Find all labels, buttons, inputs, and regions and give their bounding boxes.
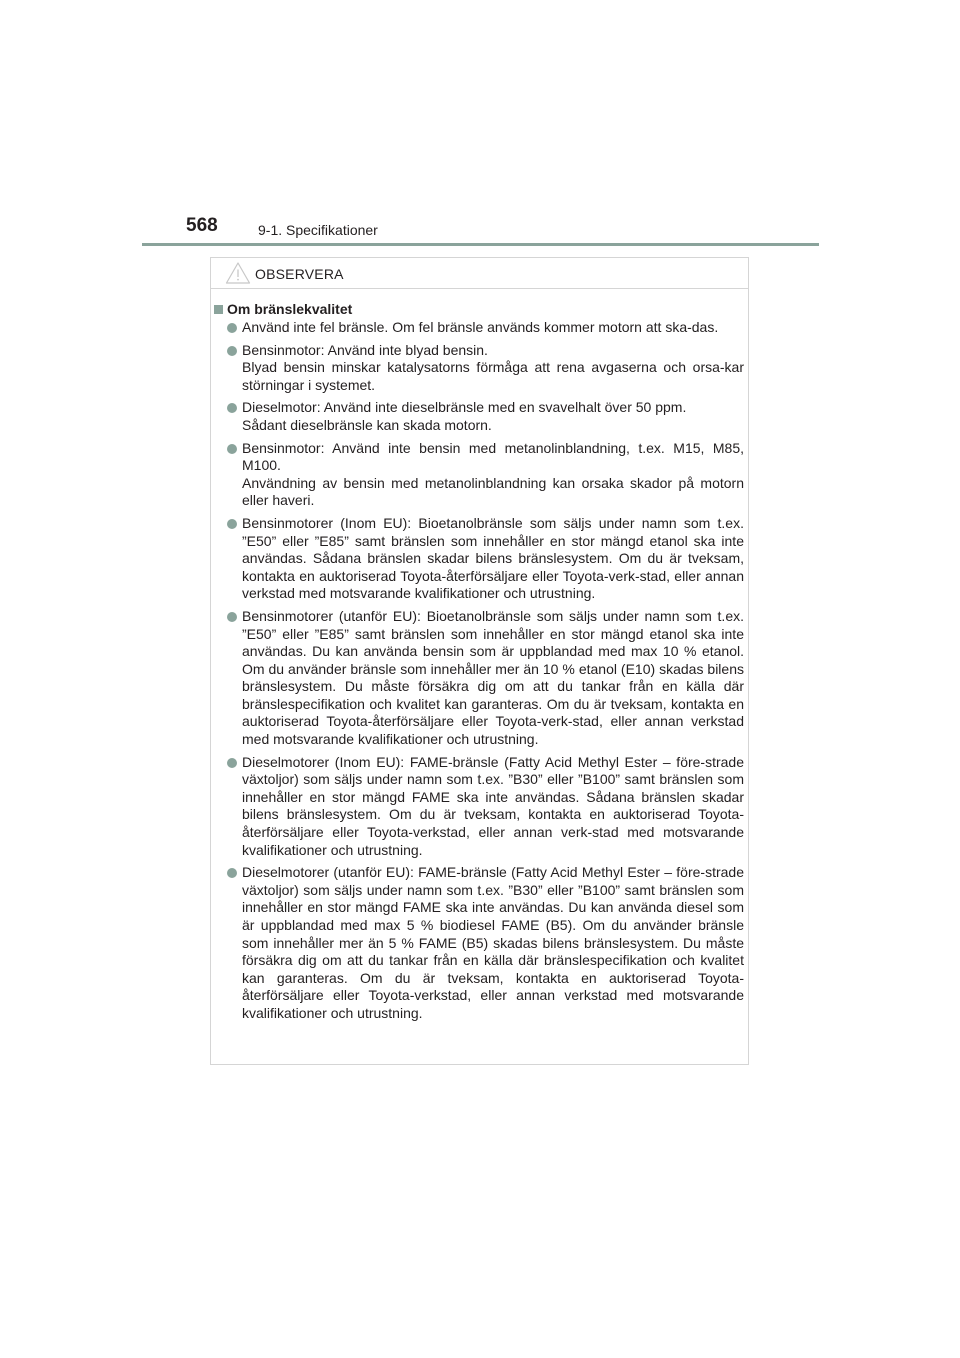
bullet-icon (227, 403, 237, 413)
list-item-text: Använd inte fel bränsle. Om fel bränsle används kommer motorn att ska-das. (242, 319, 719, 335)
list-item-text: Användning av bensin med metanolinblandning kan orsaka skador på motorn eller haveri. (242, 474, 744, 509)
header-divider (142, 243, 819, 246)
bullet-icon (227, 612, 237, 622)
bullet-icon (227, 758, 237, 768)
list-item (214, 399, 744, 434)
notice-body (214, 300, 744, 1028)
list-item-text: Bensinmotorer (Inom EU): Bioetanolbränsle som säljs under namn som t.ex. ”E50” eller ”E85” samt bränslen som innehåller en stor mängd etanol ska inte användas. Sådana bränslen skadar bilens bränslesystem. Om du är tveksam, kontakta en auktoriserad Toyota-återförsäljare eller Toyota-verk-stad, eller annan verkstad med motsvarande kvalifikationer och utrustning. (242, 514, 744, 602)
list-item (214, 319, 744, 337)
list-item-text: Bensinmotor: Använd inte bensin med metanolinblandning, t.ex. M15, M85, M100. (242, 439, 744, 474)
list-item-text: Bensinmotor: Använd inte blyad bensin. (242, 341, 488, 358)
list-item (214, 342, 744, 395)
list-item (214, 754, 744, 860)
section-title: 9-1. Specifikationer (258, 222, 378, 238)
notice-heading (214, 300, 744, 318)
notice-header (211, 258, 748, 289)
square-bullet-icon (214, 305, 223, 314)
notice-title: OBSERVERA (255, 266, 344, 282)
list-item-text: Dieselmotorer (Inom EU): FAME-bränsle (Fatty Acid Methyl Ester – före-strade växtoljor) som säljs under namn som t.ex. ”B30” eller ”B100” samt bränslen som innehåller en stor mängd FAME ska inte användas. Sådana bränslen skadar bilens bränslesystem. Om du är tveksam, kontakta en auktoriserad Toyota-återförsäljare eller Toyota-verkstad, eller annan verk-stad med motsvarande kvalifikationer och utrustning. (242, 753, 744, 858)
list-item-text: Blyad bensin minskar katalysatorns förmåga att rena avgaserna och orsa-kar störningar i systemet. (242, 359, 744, 393)
notice-box (210, 257, 749, 1065)
list-item (214, 864, 744, 1022)
list-item-text: Dieselmotor: Använd inte dieselbränsle med en svavelhalt över 50 ppm. (242, 399, 687, 416)
list-item (214, 608, 744, 749)
list-item-text: Dieselmotorer (utanför EU): FAME-bränsle (Fatty Acid Methyl Ester – före-strade växtoljor) som säljs under namn som t.ex. ”B30” eller ”B100” samt bränslen som innehåller en stor mängd FAME ska inte användas. Du kan använda diesel som är uppblandad med max 5 % biodiesel FAME (B5). Om du använder bränsle som innehåller mer än 5 % FAME (B5) skadas bilens bränslesystem. Du måste försäkra dig om att du tankar från en källa där bränslespecifikation och kvalitet kan garanteras. Om du är tveksam, kontakta en auktoriserad Toyota-återförsäljare eller Toyota-verkstad, eller annan verkstad med motsvarande kvalifikationer och utrustning. (242, 864, 744, 1021)
list-item-text: Sådant dieselbränsle kan skada motorn. (242, 416, 492, 433)
list-item (214, 440, 744, 510)
list-item-text: Bensinmotorer (utanför EU): Bioetanolbränsle som säljs under namn som t.ex. ”E50” eller ”E85” samt bränslen som innehåller en stor mängd etanol ska inte användas. Du kan använda bensin som är uppblandad med max 10 % etanol. Om du använder bränsle som innehåller mer än 10 % etanol (E10) skadas bilens bränslesystem. Du måste försäkra dig om att du tankar från en källa där bränslespecifikation och kvalitet kan garanteras. Om du är tveksam, kontakta en auktoriserad Toyota-återförsäljare eller Toyota-verk-stad, eller annan verkstad med motsvarande kvalifikationer och utrustning. (242, 607, 744, 748)
warning-triangle-icon (225, 261, 251, 285)
bullet-icon (227, 868, 237, 878)
bullet-icon (227, 444, 237, 454)
notice-heading-text: Om bränslekvalitet (227, 301, 353, 317)
bullet-icon (227, 519, 237, 529)
page-number: 568 (186, 215, 218, 236)
bullet-icon (227, 346, 237, 356)
bullet-icon (227, 323, 237, 333)
list-item (214, 515, 744, 603)
